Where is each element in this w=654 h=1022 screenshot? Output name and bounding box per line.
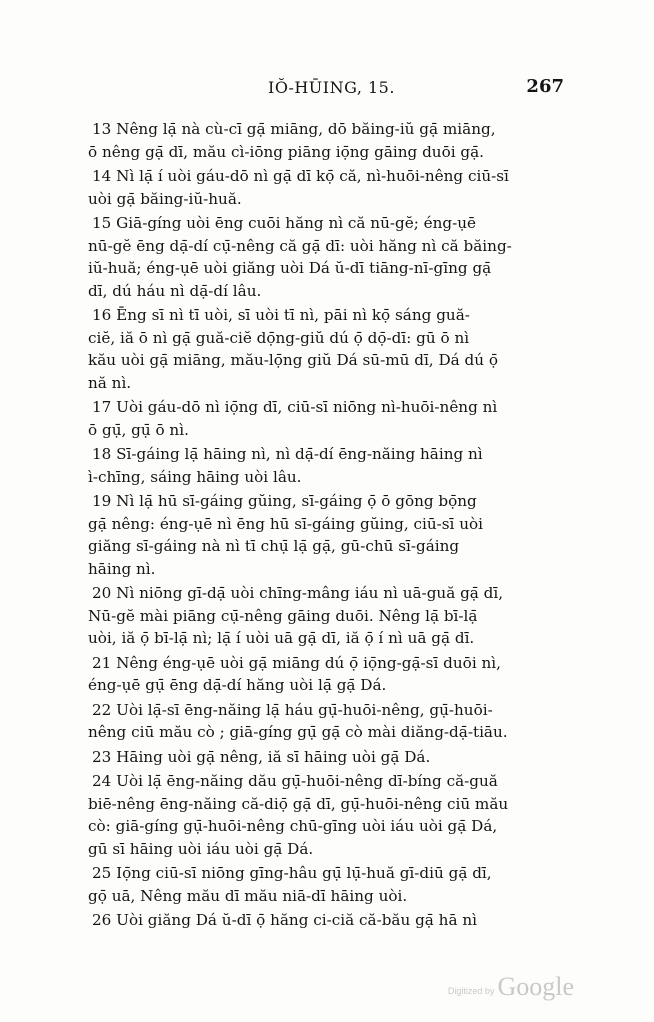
verse-line: 21 Nêng éng-ụē uòi gạ̄ miāng dú ọ̄ iọ̄ng-gạ̄-sī duōi nì, xyxy=(92,653,501,672)
verse-line: dī, dú háu nì dạ̄-dí lâu. xyxy=(88,281,262,300)
watermark-brand: Google xyxy=(497,972,574,1001)
verse-paragraph xyxy=(88,582,570,650)
running-head: IŎ-HŪING, 15. xyxy=(268,78,395,97)
verse-line: 19 Nì lạ̄ hū sī-gáing gŭing, sī-gáing ọ̄ ō gōng bọ̄ng xyxy=(92,492,477,510)
verse-line: ō gụ̄, gụ̄ ō nì. xyxy=(88,420,189,439)
verse-line: biē-nêng ēng-năing că-diọ̄ gạ̄ dī, gụ̄-huōi-nêng ciū mău xyxy=(88,794,509,813)
verse-line: uòi gạ̄ băing-iŭ-huă. xyxy=(88,189,242,208)
verse-line: nêng ciū mău cò ; giā-gíng gụ̄ gạ̄ cò mài diăng-dạ̄-tiāu. xyxy=(88,723,508,741)
verse-line: 14 Nì lạ̄ í uòi gáu-dō nì gạ̄ dī kọ̄ că, nì-huōi-nêng ciū-sī xyxy=(92,167,509,185)
verse-paragraph xyxy=(88,304,570,394)
verse-paragraph xyxy=(88,746,570,769)
verse-line: nū-gĕ ēng dạ̄-dí cụ̄-nêng că gạ̄ dī: uòi hăng nì că băing- xyxy=(88,236,512,255)
verse-paragraph xyxy=(88,770,570,860)
verse-line: éng-ụē gụ̄ ēng dạ̄-dí hăng uòi lạ̄ gạ̄ Dá. xyxy=(88,676,387,694)
verse-line: 22 Uòi lạ̄-sī ēng-năing lạ̄ háu gụ̄-huōi-nêng, gụ̄-huōi- xyxy=(92,700,493,719)
verse-paragraph xyxy=(88,862,570,907)
verse-paragraph xyxy=(88,118,570,163)
verse-line: 18 Sī-gáing lạ̄ hāing nì, nì dạ̄-dí ēng-năing hāing nì xyxy=(92,445,483,463)
verse-line: gạ̄ nêng: éng-ụē nì ēng hū sī-gáing gŭing, ciū-sī uòi xyxy=(88,514,484,533)
verse-line: 17 Uòi gáu-dō nì iọ̄ng dī, ciū-sī niōng nì-huōi-nêng nì xyxy=(92,398,498,416)
verse-line: ō nêng gạ̄ dī, mău cì-iōng piāng iọ̄ng gāing duōi gạ̄. xyxy=(88,142,485,161)
page-header xyxy=(0,78,654,104)
verse-line: iŭ-huă; éng-ụē uòi giăng uòi Dá ŭ-dī tiāng-nī-gīng gạ̄ xyxy=(88,259,492,277)
verse-paragraph xyxy=(88,490,570,580)
verse-line: ì-chīng, sáing hāing uòi lâu. xyxy=(88,467,302,486)
verse-line: 26 Uòi giăng Dá ŭ-dī ọ̄ hăng ci-ciă că-bău gạ̄ hā nì xyxy=(92,911,477,929)
watermark-prefix: Digitized by xyxy=(447,985,495,996)
verse-paragraph xyxy=(88,443,570,488)
verse-paragraph xyxy=(88,396,570,441)
verse-line: 15 Giā-gíng uòi ēng cuōi hăng nì că nū-gĕ; éng-ụē xyxy=(92,214,477,232)
verse-line: ciĕ, iă ō nì gạ̄ guă-ciĕ dọ̄ng-giŭ dú ọ̄ dọ̄-dī: gū ō nì xyxy=(88,328,470,347)
verse-paragraph xyxy=(88,165,570,210)
verse-paragraph xyxy=(88,699,570,744)
verse-paragraph xyxy=(88,909,570,932)
verse-line: hāing nì. xyxy=(88,559,156,578)
verse-line: 20 Nì niōng gī-dạ̄ uòi chīng-mâng iáu nì uā-guă gạ̄ dī, xyxy=(92,584,504,602)
verse-line: 16 Ēng sī nì tī uòi, sī uòi tī nì, pāi nì kọ̄ sáng guă- xyxy=(92,306,470,324)
verse-line: uòi, iă ọ̄ bī-lạ̄ nì; lạ̄ í uòi uā gạ̄ dī, iă ọ̄ í nì uā gạ̄ dī. xyxy=(88,629,475,647)
page-number: 267 xyxy=(526,76,564,97)
verse-line: 25 Iọ̄ng ciū-sī niōng gīng-hâu gụ̄ lụ̄-huă gī-diū gạ̄ dī, xyxy=(92,864,492,882)
verse-line: gọ̄ uā, Nêng mău dī mău niā-dī hāing uòi. xyxy=(88,886,408,905)
verse-line: 23 Hāing uòi gạ̄ nêng, iă sī hāing uòi gạ̄ Dá. xyxy=(92,747,431,766)
verse-line: 13 Nêng lạ̄ nà cù-cī gạ̄ miāng, dō băing-iŭ gạ̄ miāng, xyxy=(92,120,496,138)
verse-paragraph xyxy=(88,652,570,697)
digitized-watermark xyxy=(448,972,574,1002)
verse-line: Nū-gĕ mài piāng cụ̄-nêng gāing duōi. Nêng lạ̄ bī-lạ̄ xyxy=(88,606,478,625)
verse-line: nă nì. xyxy=(88,373,132,392)
verse-paragraph xyxy=(88,212,570,302)
verse-line: 24 Uòi lạ̄ ēng-năing dău gụ̄-huōi-nêng dī-bíng că-guă xyxy=(92,772,498,790)
verse-line: giăng sī-gáing nà nì tī chụ̄ lạ̄ gạ̄, gū-chū sī-gáing xyxy=(88,537,460,555)
verse-line: gū sī hāing uòi iáu uòi gạ̄ Dá. xyxy=(88,839,314,858)
page-body xyxy=(88,118,570,934)
verse-line: kău uòi gạ̄ miāng, mău-lọ̄ng giŭ Dá sū-mū dī, Dá dú ọ̄ xyxy=(88,351,498,369)
verse-line: cò: giā-gíng gụ̄-huōi-nêng chū-gīng uòi iáu uòi gạ̄ Dá, xyxy=(88,817,498,835)
